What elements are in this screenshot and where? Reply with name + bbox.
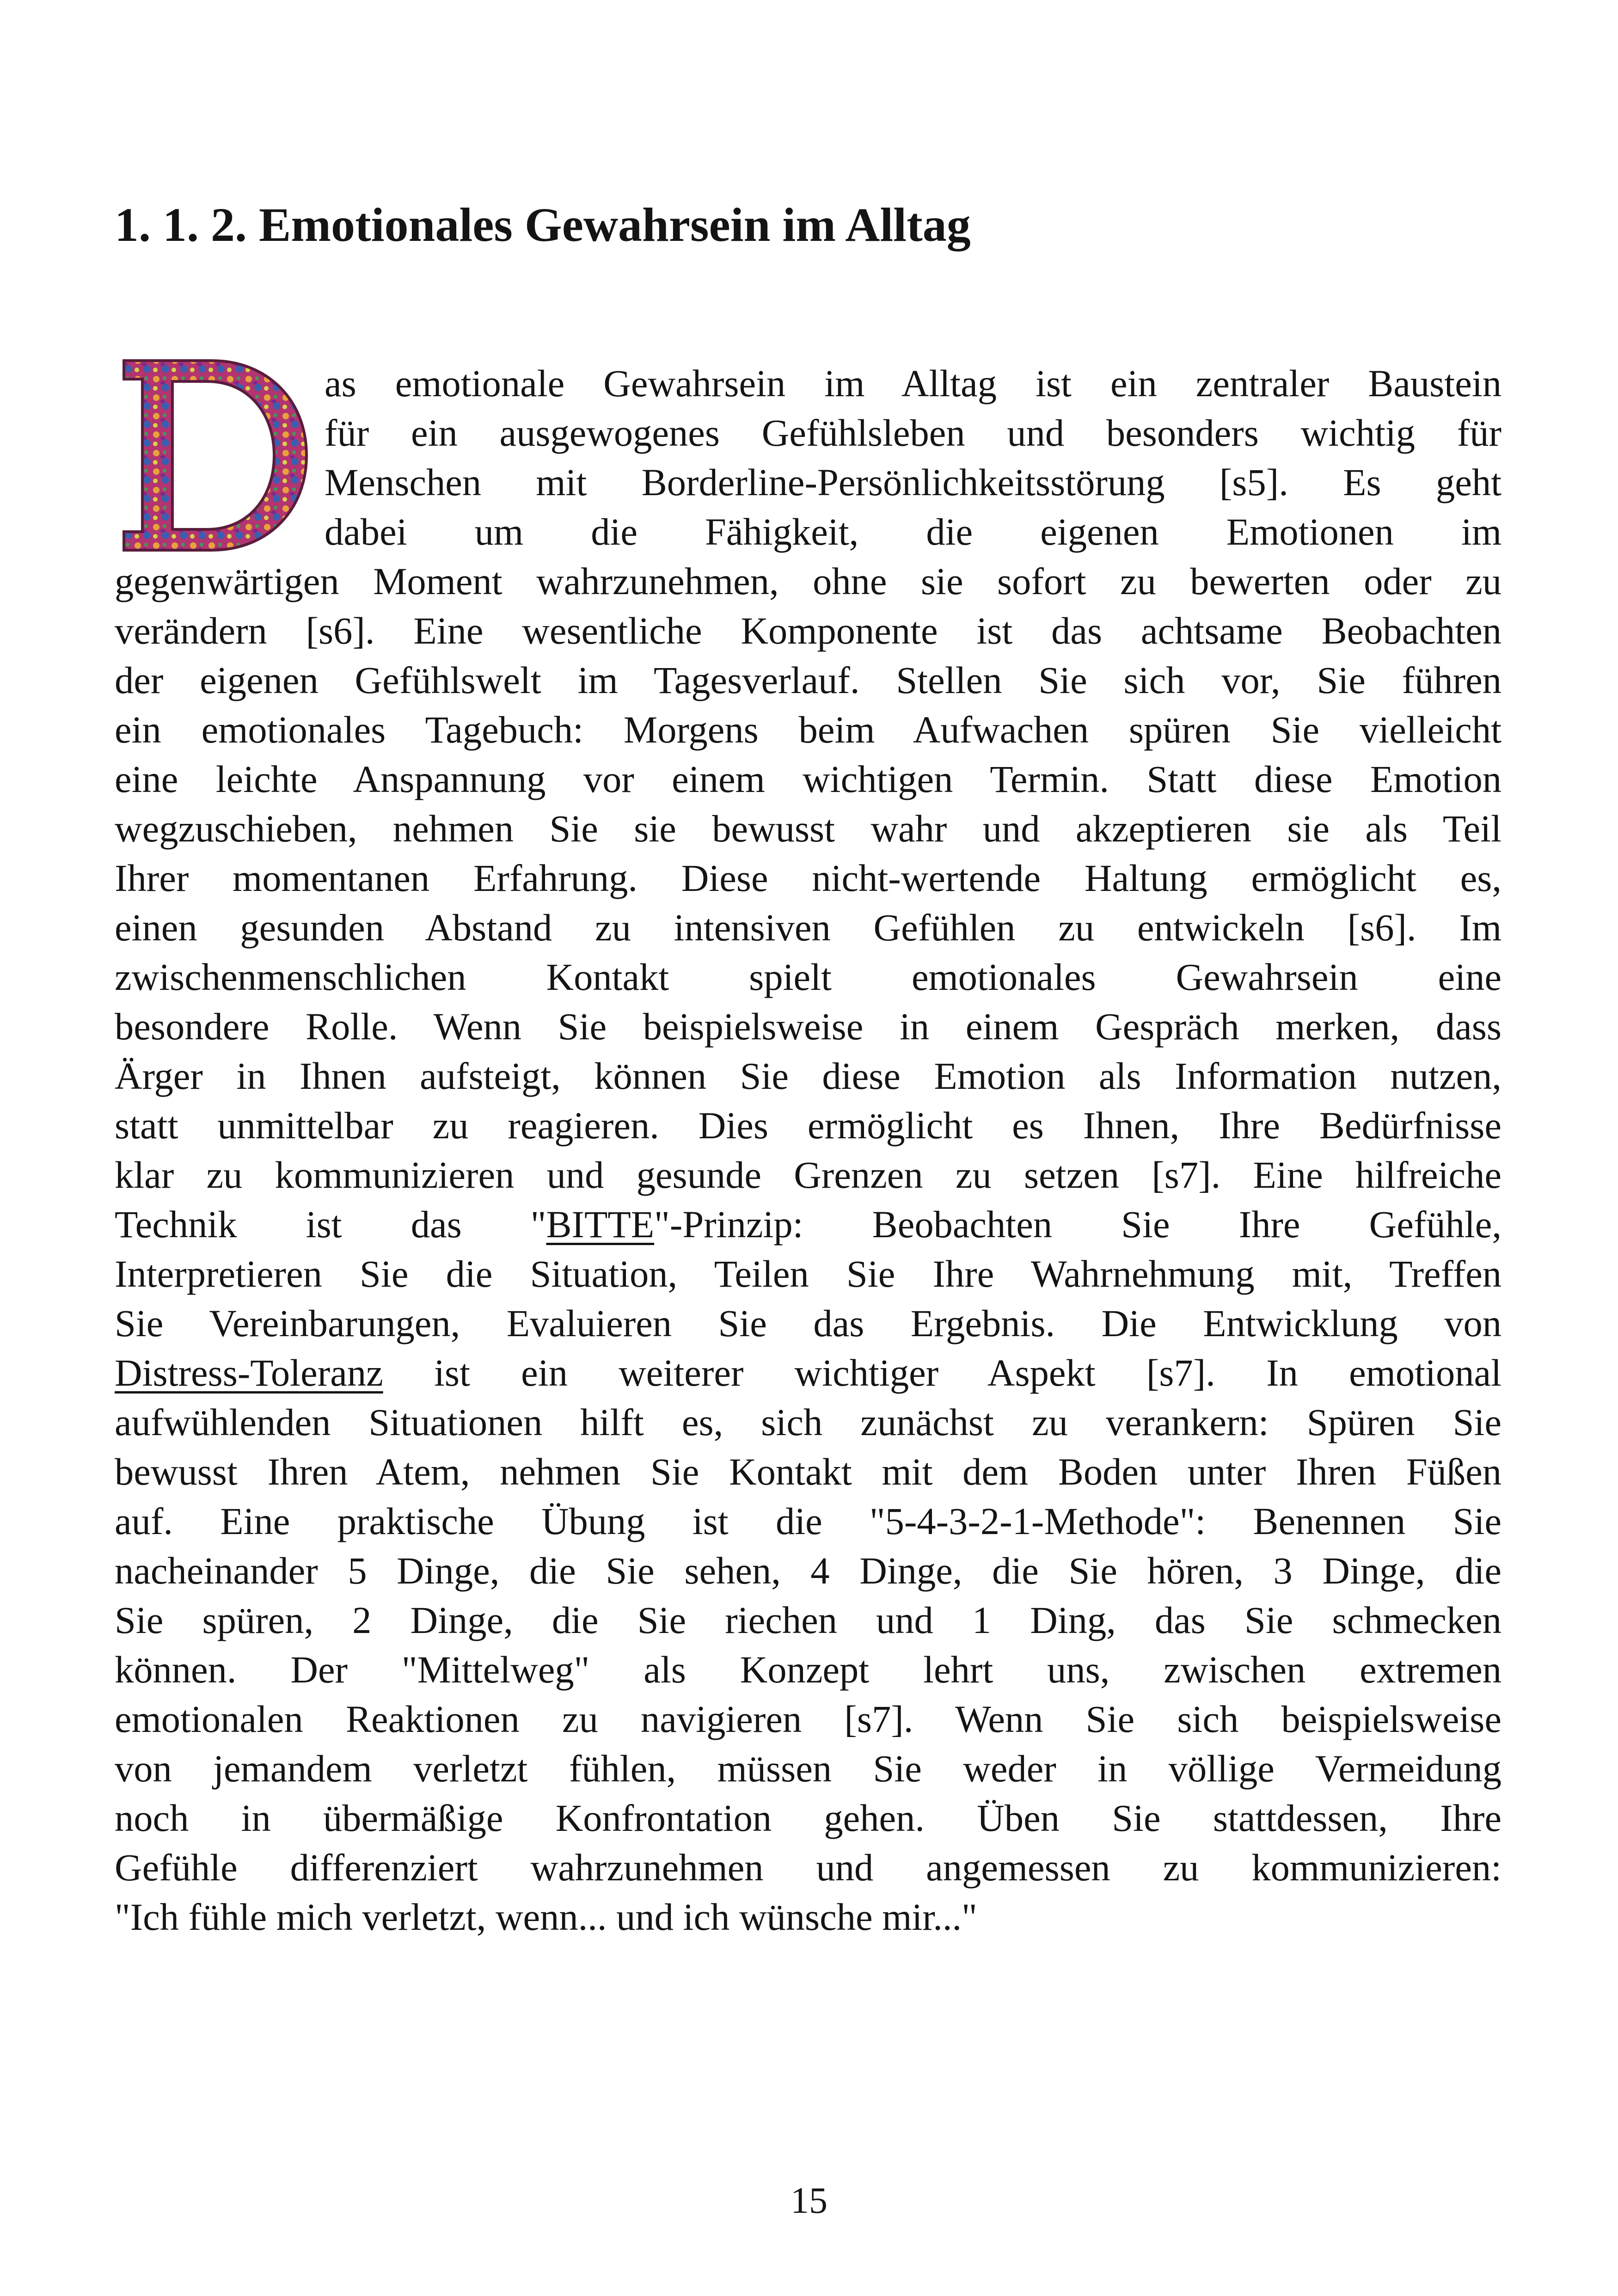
text-line: Ärger in Ihnen aufsteigt, können Sie diese Emotion als Information nutzen, — [115, 1055, 1502, 1097]
text-line: wegzuschieben, nehmen Sie sie bewusst wahr und akzeptieren sie als Teil — [115, 807, 1502, 850]
text-line: "Ich fühle mich verletzt, wenn... und ich wünsche mir..." — [115, 1896, 977, 1938]
text-line: Gefühle differenziert wahrzunehmen und angemessen zu kommunizieren: — [115, 1846, 1502, 1889]
text-line — [115, 1348, 1502, 1398]
text-line — [115, 1200, 1502, 1249]
text-line: von jemandem verletzt fühlen, müssen Sie weder in völlige Vermeidung — [115, 1747, 1502, 1790]
text-line: können. Der "Mittelweg" als Konzept lehrt uns, zwischen extremen — [115, 1648, 1502, 1691]
text-line: bewusst Ihren Atem, nehmen Sie Kontakt mit dem Boden unter Ihren Füßen — [115, 1450, 1502, 1493]
text-line: noch in übermäßige Konfrontation gehen. Üben Sie stattdessen, Ihre — [115, 1797, 1502, 1839]
text-line: zwischenmenschlichen Kontakt spielt emotionales Gewahrsein eine — [115, 956, 1502, 998]
text-line: für ein ausgewogenes Gefühlsleben und besonders wichtig für — [325, 411, 1502, 454]
text-line: emotionalen Reaktionen zu navigieren [s7]. Wenn Sie sich beispielsweise — [115, 1698, 1502, 1740]
text-line: Menschen mit Borderline-Persönlichkeitsstörung [s5]. Es geht — [325, 461, 1502, 503]
text-segment: Technik ist das " — [115, 1203, 546, 1246]
section-heading: 1. 1. 2. Emotionales Gewahrsein im Alltag — [115, 198, 971, 252]
text-line: der eigenen Gefühlswelt im Tagesverlauf. Stellen Sie sich vor, Sie führen — [115, 659, 1502, 701]
text-line: aufwühlenden Situationen hilft es, sich zunächst zu verankern: Spüren Sie — [115, 1401, 1502, 1443]
text-line: Ihrer momentanen Erfahrung. Diese nicht-wertende Haltung ermöglicht es, — [115, 857, 1502, 899]
body-paragraph — [115, 359, 1502, 1942]
text-line: ein emotionales Tagebuch: Morgens beim Aufwachen spüren Sie vielleicht — [115, 708, 1502, 751]
text-line: as emotionale Gewahrsein im Alltag ist ein zentraler Baustein — [325, 362, 1502, 405]
text-line: einen gesunden Abstand zu intensiven Gefühlen zu entwickeln [s6]. Im — [115, 906, 1502, 949]
text-line: Sie spüren, 2 Dinge, die Sie riechen und 1 Ding, das Sie schmecken — [115, 1599, 1502, 1641]
text-line: Interpretieren Sie die Situation, Teilen Sie Ihre Wahrnehmung mit, Treffen — [115, 1252, 1502, 1295]
page-number: 15 — [791, 2180, 827, 2221]
text-line: dabei um die Fähigkeit, die eigenen Emotionen im — [325, 510, 1502, 553]
bitte-link[interactable]: BITTE — [546, 1203, 655, 1246]
text-segment: ist ein weiterer wichtiger Aspekt [s7]. In emotional — [383, 1351, 1502, 1394]
text-line: auf. Eine praktische Übung ist die "5-4-3-2-1-Methode": Benennen Sie — [115, 1500, 1502, 1542]
distress-toleranz-link[interactable]: Distress-Toleranz — [115, 1351, 383, 1394]
text-line: Sie Vereinbarungen, Evaluieren Sie das Ergebnis. Die Entwicklung von — [115, 1302, 1502, 1344]
text-line: gegenwärtigen Moment wahrzunehmen, ohne sie sofort zu bewerten oder zu — [115, 560, 1502, 602]
text-line: nacheinander 5 Dinge, die Sie sehen, 4 Dinge, die Sie hören, 3 Dinge, die — [115, 1549, 1502, 1592]
text-segment: "-Prinzip: Beobachten Sie Ihre Gefühle, — [654, 1203, 1502, 1246]
text-line: eine leichte Anspannung vor einem wichtigen Termin. Statt diese Emotion — [115, 758, 1502, 800]
text-line: klar zu kommunizieren und gesunde Grenzen zu setzen [s7]. Eine hilfreiche — [115, 1154, 1502, 1196]
text-line: besondere Rolle. Wenn Sie beispielsweise in einem Gespräch merken, dass — [115, 1005, 1502, 1048]
text-line: statt unmittelbar zu reagieren. Dies ermöglicht es Ihnen, Ihre Bedürfnisse — [115, 1104, 1502, 1147]
text-line: verändern [s6]. Eine wesentliche Komponente ist das achtsame Beobachten — [115, 609, 1502, 652]
